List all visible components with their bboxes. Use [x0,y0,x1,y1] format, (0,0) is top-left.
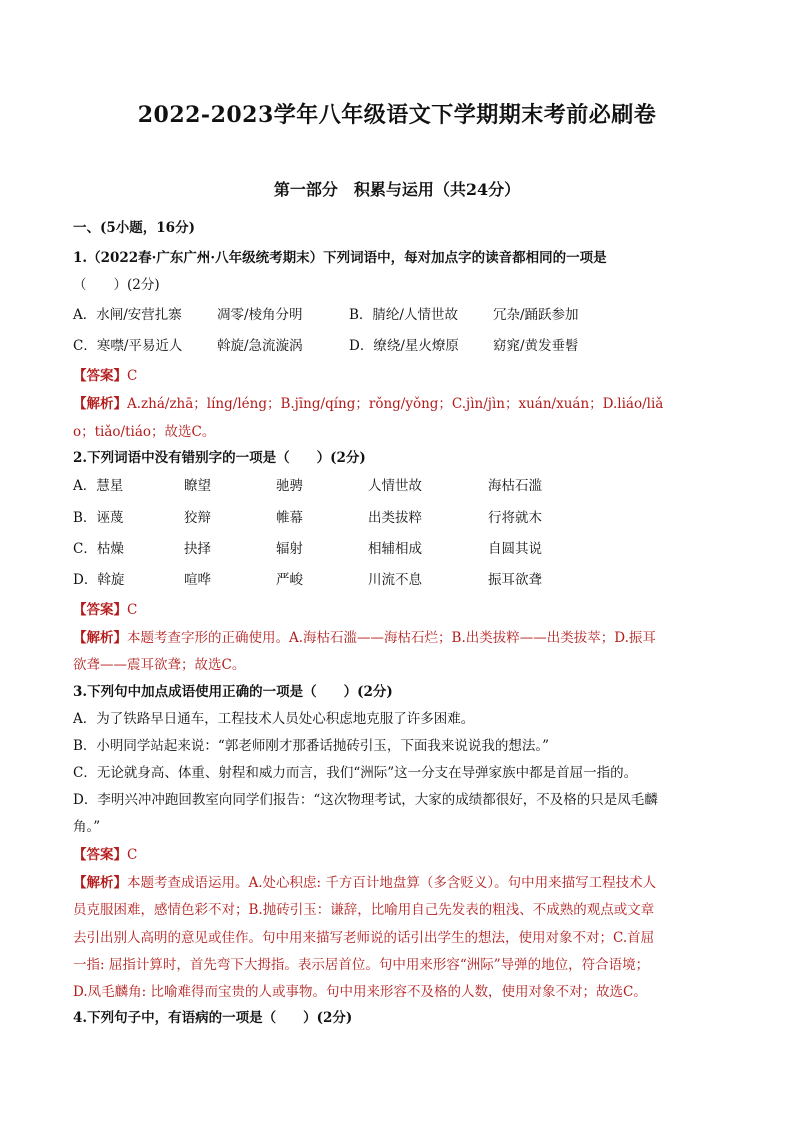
q1-answer-line [73,367,137,385]
q2-row-b-col4: 出类拔粹 [368,510,422,526]
q3-option-a: A．为了铁路早日通车，工程技术人员处心积虑地克服了许多困难。 [73,711,475,727]
q2-row-a-col4: 人情世故 [368,478,422,494]
q3-analysis-line-5: D.凤毛麟角: 比喻难得而宝贵的人或事物。句中用来形容不及格的人数，使用对象不对；故选C。 [73,984,647,1000]
q3-option-c: C．无论就身高、体重、射程和威力而言，我们“洲际”这一分支在导弹家族中都是首屈一指的。 [73,765,638,781]
q1-option-b-part2: 冗杂/踊跃参加 [493,307,579,323]
q2-row-c-col3: 辐射 [276,541,303,557]
q3-analysis-line-2: 员克服困难，感情色彩不对；B.抛砖引玉：谦辞，比喻用自己先发表的粗浅、不成熟的观点或文章 [73,902,655,918]
q1-option-d-part1: D．缭绕/星火燎原 [349,338,459,354]
q2-row-b-col3: 帷幕 [276,510,303,526]
section-heading: 一、(5小题，16分) [73,220,195,236]
analysis-text: 本题考查字形的正确使用。A.海枯石滥——海枯石烂；B.出类拔粹——出类拔萃；D.振耳 [127,630,656,646]
answer-label: 【答案】 [73,847,127,863]
answer-label: 【答案】 [73,602,127,618]
q1-option-c-part2: 斡旋/急流漩涡 [217,338,303,354]
q2-row-d-col5: 振耳欲聋 [488,572,542,588]
q1-stem-bracket: （ ）(2分) [73,277,160,293]
q2-analysis-line-1 [73,629,656,647]
q4-stem: 4.下列句子中，有语病的一项是（ ）(2分) [73,1010,353,1026]
analysis-label: 【解析】 [73,396,127,412]
q3-stem: 3.下列句中加点成语使用正确的一项是（ ）(2分) [73,684,393,700]
analysis-text: 本题考查成语运用。A.处心积虑: 千方百计地盘算（多含贬义）。句中用来描写工程技术人 [127,875,657,891]
q2-row-a-col1: A．慧星 [73,478,124,494]
answer-value: C [127,602,138,618]
q2-row-d-col3: 严峻 [276,572,303,588]
q2-row-a-col5: 海枯石滥 [488,478,542,494]
q2-row-d-col4: 川流不息 [368,572,422,588]
q3-option-d-line-1: D．李明兴冲冲跑回教室向同学们报告：“这次物理考试，大家的成绩都很好，不及格的只是凤毛麟 [73,792,658,808]
q2-row-a-col2: 瞭望 [184,478,211,494]
q2-row-d-col2: 喧哗 [184,572,211,588]
q3-analysis-line-3: 去引出别人高明的意见或佳作。句中用来描写老师说的话引出学生的想法，使用对象不对；C.首屈 [73,930,655,946]
answer-value: C [127,847,138,863]
answer-value: C [127,368,138,384]
q1-analysis-line-2: o；tiǎo/tiáo；故选C。 [73,424,216,440]
q2-analysis-line-2: 欲聋——震耳欲聋；故选C。 [73,657,246,673]
q1-option-a-part1: A．水闸/安营扎寨 [73,307,182,323]
q2-answer-line [73,601,137,619]
q2-row-b-col2: 狡辩 [184,510,211,526]
analysis-label: 【解析】 [73,630,127,646]
q1-option-b-part1: B．腈纶/人情世故 [349,307,458,323]
part-heading: 第一部分 积累与运用（共24分） [273,180,521,199]
q2-row-b-col5: 行将就木 [488,510,542,526]
q1-analysis-line-1 [73,395,663,413]
page-title: 2022-2023学年八年级语文下学期期末考前必刷卷 [137,102,657,128]
q2-row-b-col1: B．诬蔑 [73,510,124,526]
q3-option-b: B．小明同学站起来说：“郭老师刚才那番话抛砖引玉，下面我来说说我的想法。” [73,738,549,754]
q1-option-c-part1: C．寒噤/平易近人 [73,338,183,354]
answer-label: 【答案】 [73,368,127,384]
q2-row-a-col3: 驰骋 [276,478,303,494]
q2-row-c-col1: C．枯燥 [73,541,124,557]
q3-answer-line [73,846,137,864]
q2-row-c-col5: 自圆其说 [488,541,542,557]
q2-row-c-col2: 抉择 [184,541,211,557]
q1-option-a-part2: 凋零/棱角分明 [217,307,303,323]
q1-stem: 1.（2022春·广东广州·八年级统考期末）下列词语中，每对加点字的读音都相同的一项是 [73,250,607,266]
q3-option-d-line-2: 角。” [73,819,101,835]
q3-analysis-line-1 [73,874,656,892]
q3-analysis-line-4: 一指: 屈指计算时，首先弯下大拇指。表示居首位。句中用来形容“洲际”导弹的地位，符合语境； [73,957,650,973]
q2-row-c-col4: 相辅相成 [368,541,422,557]
q2-stem: 2.下列词语中没有错别字的一项是（ ）(2分) [73,450,366,466]
analysis-label: 【解析】 [73,875,127,891]
analysis-text: A.zhá/zhā；líng/léng；B.jīng/qíng；rǒng/yǒng；C.jìn/jìn；xuán/xuán；D.liáo/liǎ [127,396,664,412]
q2-row-d-col1: D．斡旋 [73,572,125,588]
q1-option-d-part2: 窈窕/黄发垂髫 [493,338,579,354]
